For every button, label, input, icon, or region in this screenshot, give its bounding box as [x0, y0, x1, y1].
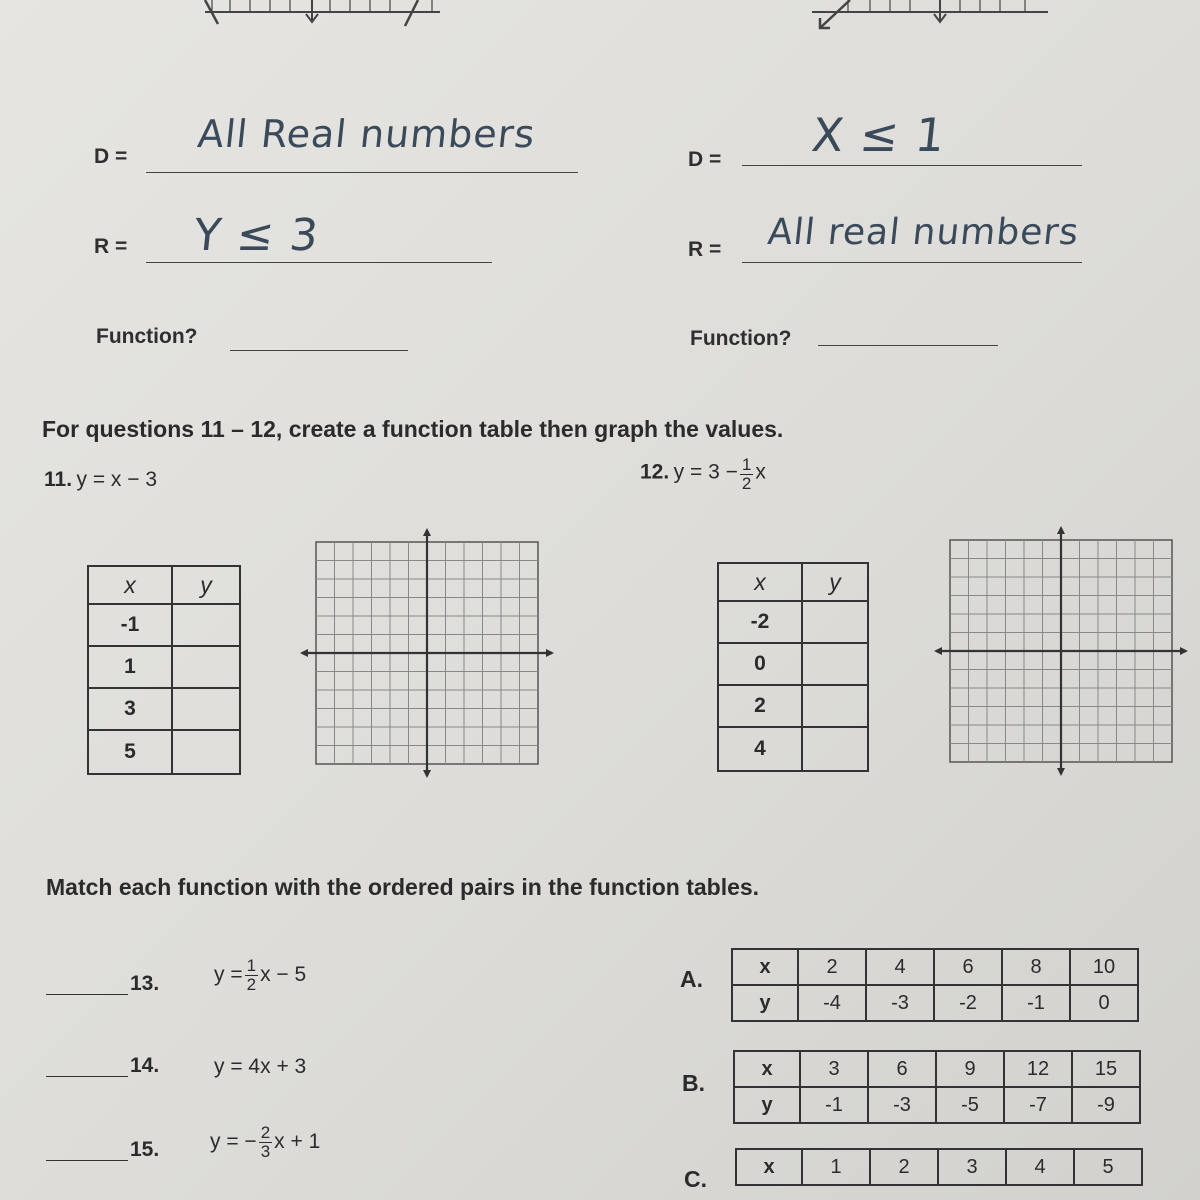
table-a-y-cell: -2 [934, 985, 1002, 1021]
table-12-x-cell: 2 [718, 685, 802, 727]
table-11-y-cell[interactable] [172, 730, 240, 774]
table-12-y-cell[interactable] [802, 601, 868, 643]
question-11-number: 11. [44, 468, 73, 491]
table-a-x-cell: 4 [866, 949, 934, 985]
question-12-fraction [740, 456, 753, 493]
table-c-x-cell: 3 [938, 1149, 1006, 1185]
q15-prefix: y = − [210, 1130, 257, 1154]
table-a-letter: A. [680, 966, 703, 992]
question-12-number: 12. [640, 460, 670, 484]
table-11-x-cell: 3 [88, 688, 172, 730]
domain-answer-left: All Real numbers [195, 112, 538, 156]
table-11-header-y: y [172, 566, 240, 604]
table-12-y-cell[interactable] [802, 727, 868, 771]
domain-line-right [742, 165, 1082, 166]
y-axis-arrow-up [423, 528, 431, 536]
domain-label-left: D = [94, 145, 128, 168]
question-14-equation: y = 4x + 3 [214, 1055, 307, 1078]
table-11-y-cell[interactable] [172, 688, 240, 730]
table-a-y-cell: 0 [1070, 985, 1138, 1021]
answer-blank-15[interactable] [46, 1160, 128, 1161]
range-answer-left: Y ≤ 3 [191, 210, 322, 261]
function-label-right: Function? [690, 327, 792, 350]
question-12 [640, 456, 766, 493]
match-table-a [731, 948, 1139, 1022]
table-b-x-cell: 15 [1072, 1051, 1140, 1087]
coordinate-grid-11[interactable] [296, 522, 562, 784]
table-12-y-cell[interactable] [802, 643, 868, 685]
q15-fraction [259, 1124, 272, 1161]
question-12-eq-prefix: y = 3 − [673, 460, 738, 484]
table-c-x-label: x [736, 1149, 802, 1185]
table-b-y-cell: -1 [800, 1087, 868, 1123]
table-b-x-cell: 3 [800, 1051, 868, 1087]
range-line-right [742, 262, 1082, 263]
match-table-c [735, 1148, 1143, 1186]
question-11 [44, 468, 157, 492]
range-line-left [146, 262, 492, 263]
table-12-x-cell: 4 [718, 727, 802, 771]
y-axis-arrow-down [423, 770, 431, 778]
y-axis-arrow-up [1057, 526, 1065, 534]
domain-label-right: D = [688, 148, 722, 171]
table-11-header-x: x [88, 566, 172, 604]
table-b-y-cell: -9 [1072, 1087, 1140, 1123]
table-11-x-cell: -1 [88, 604, 172, 646]
fraction-denominator: 2 [246, 975, 257, 994]
table-c-x-cell: 2 [870, 1149, 938, 1185]
table-b-letter: B. [682, 1070, 705, 1096]
range-answer-right: All real numbers [765, 212, 1082, 253]
table-11-x-cell: 5 [88, 730, 172, 774]
table-b-x-cell: 9 [936, 1051, 1004, 1087]
table-12-header-x: x [718, 563, 802, 601]
table-12-x-cell: 0 [718, 643, 802, 685]
table-b-y-cell: -5 [936, 1087, 1004, 1123]
match-section-heading: Match each function with the ordered pairs in the function tables. [46, 874, 760, 900]
question-15-number: 15. [130, 1138, 160, 1161]
table-c-letter: C. [684, 1166, 707, 1192]
fraction-denominator: 3 [260, 1142, 271, 1161]
question-13-equation [214, 957, 306, 994]
x-axis-arrow-right [1180, 647, 1188, 655]
q15-suffix: x + 1 [274, 1130, 321, 1154]
x-axis-arrow-left [934, 647, 942, 655]
q13-fraction [245, 957, 258, 994]
range-label-right: R = [688, 238, 722, 261]
table-b-x-cell: 12 [1004, 1051, 1072, 1087]
answer-blank-14[interactable] [46, 1076, 128, 1077]
fraction-numerator: 1 [741, 455, 752, 474]
cropped-graph-right [812, 0, 1048, 28]
table-b-y-cell: -3 [868, 1087, 936, 1123]
function-label-left: Function? [96, 325, 198, 348]
table-c-x-cell: 1 [802, 1149, 870, 1185]
fraction-denominator: 2 [741, 474, 752, 493]
table-a-y-cell: -3 [866, 985, 934, 1021]
table-a-x-cell: 10 [1070, 949, 1138, 985]
y-axis-arrow-down [1057, 768, 1065, 776]
table-11-y-cell[interactable] [172, 604, 240, 646]
function-table-12 [717, 562, 869, 772]
table-c-x-cell: 4 [1006, 1149, 1074, 1185]
table-b-y-label: y [734, 1087, 800, 1123]
table-12-header-y: y [802, 563, 868, 601]
range-label-left: R = [94, 235, 128, 258]
table-b-x-label: x [734, 1051, 800, 1087]
function-line-right [818, 345, 998, 346]
table-a-x-cell: 2 [798, 949, 866, 985]
table-11-y-cell[interactable] [172, 646, 240, 688]
coordinate-grid-12[interactable] [930, 520, 1196, 782]
question-13-number: 13. [130, 972, 160, 995]
x-axis-arrow-left [300, 649, 308, 657]
table-12-x-cell: -2 [718, 601, 802, 643]
table-a-y-cell: -4 [798, 985, 866, 1021]
table-a-x-cell: 8 [1002, 949, 1070, 985]
table-12-y-cell[interactable] [802, 685, 868, 727]
table-a-x-label: x [732, 949, 798, 985]
domain-answer-right: X ≤ 1 [809, 108, 949, 162]
answer-blank-13[interactable] [46, 994, 128, 995]
fraction-numerator: 2 [260, 1123, 271, 1142]
domain-line-left [146, 172, 578, 173]
table-c-x-cell: 5 [1074, 1149, 1142, 1185]
q13-prefix: y = [214, 963, 243, 987]
question-15-equation [210, 1124, 320, 1161]
fraction-numerator: 1 [246, 956, 257, 975]
table-a-x-cell: 6 [934, 949, 1002, 985]
table-b-y-cell: -7 [1004, 1087, 1072, 1123]
match-table-b [733, 1050, 1141, 1124]
section-heading-11-12: For questions 11 – 12, create a function table then graph the values. [42, 416, 784, 442]
x-axis-arrow-right [546, 649, 554, 657]
question-11-equation: y = x − 3 [76, 468, 158, 491]
question-14-number: 14. [130, 1054, 160, 1077]
question-12-eq-suffix: x [755, 460, 766, 484]
table-b-x-cell: 6 [868, 1051, 936, 1087]
table-11-x-cell: 1 [88, 646, 172, 688]
cropped-graph-left [205, 0, 440, 26]
cropped-graphs-top [0, 0, 1200, 40]
table-a-y-label: y [732, 985, 798, 1021]
q13-suffix: x − 5 [260, 963, 307, 987]
table-a-y-cell: -1 [1002, 985, 1070, 1021]
function-table-11 [87, 565, 241, 775]
function-line-left [230, 350, 408, 351]
